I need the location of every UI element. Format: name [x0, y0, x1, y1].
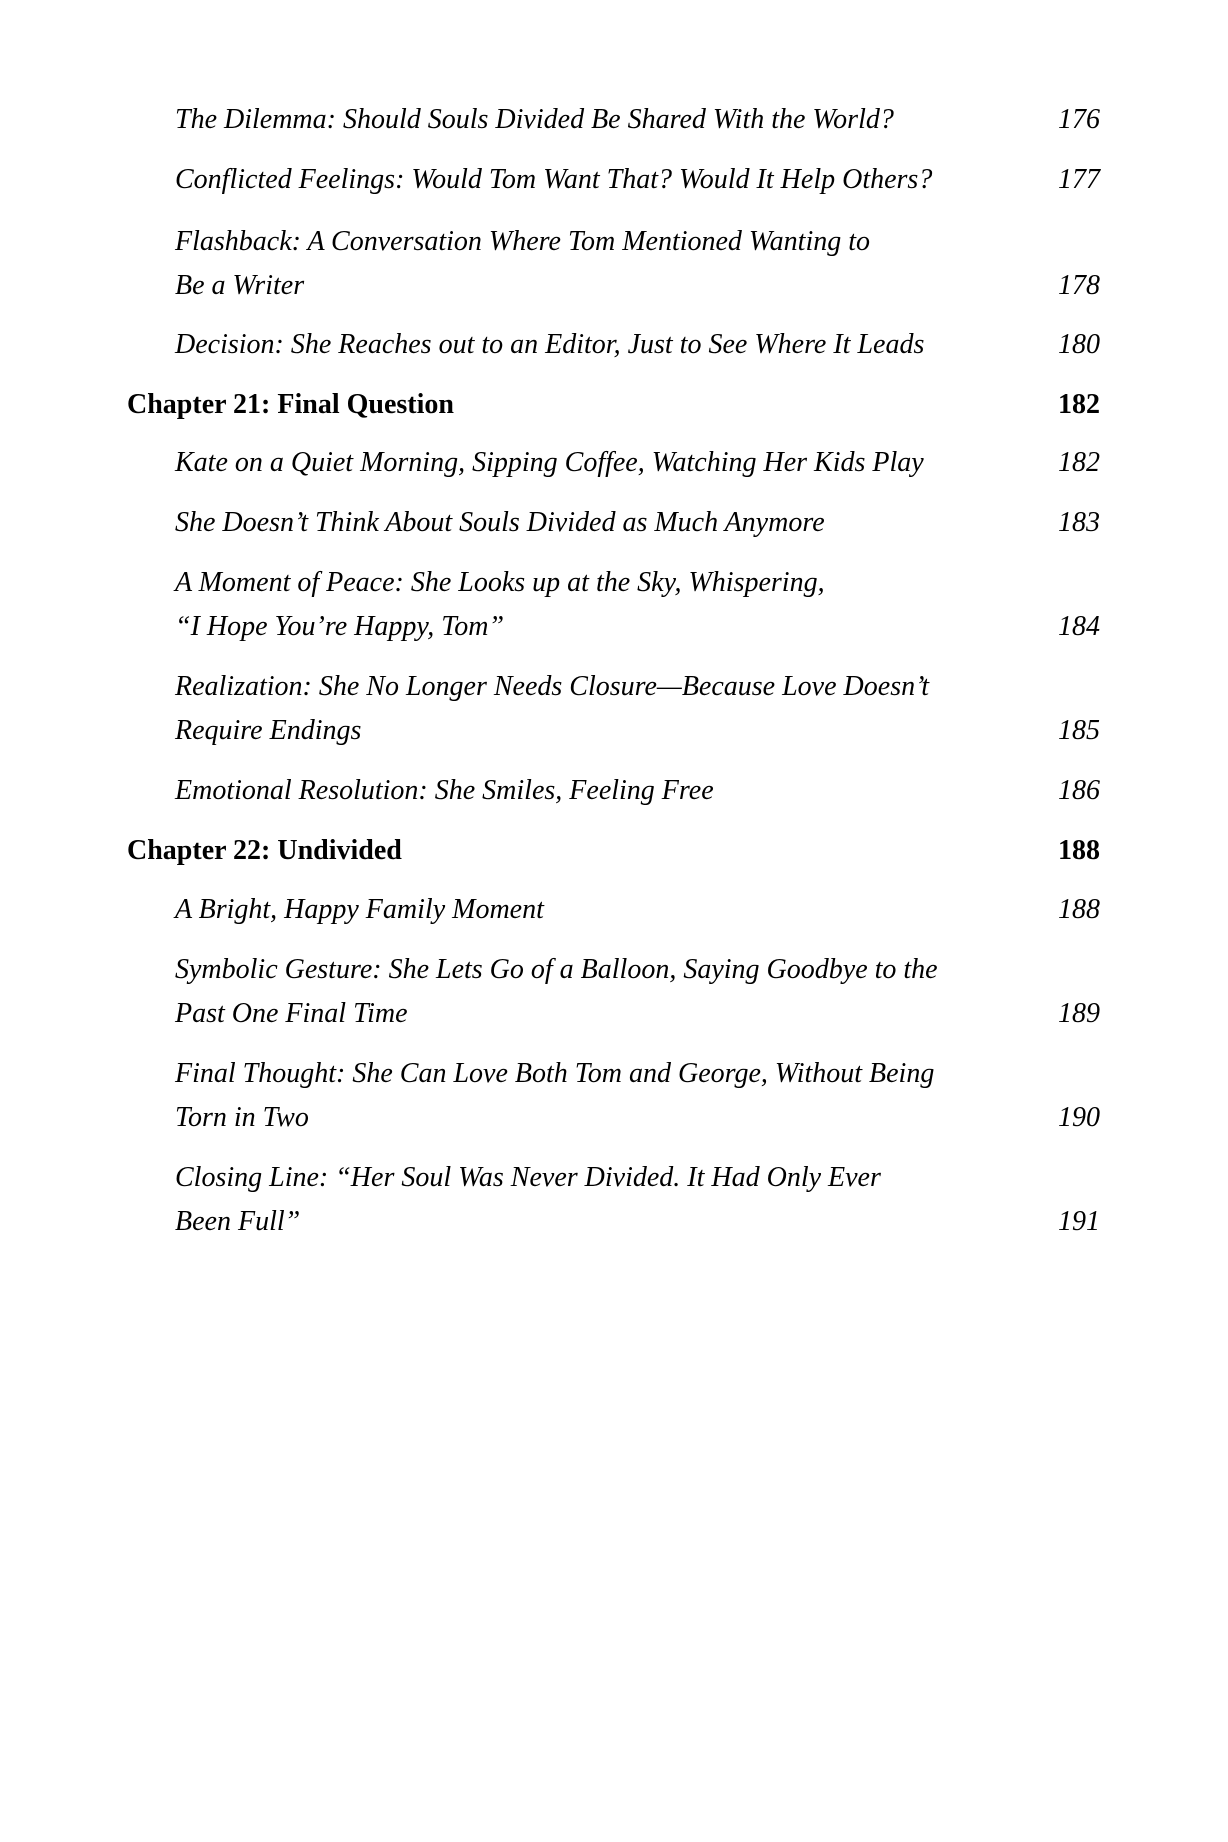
toc-entry-title: She Doesn’t Think About Souls Divided as Much Anymore — [175, 507, 825, 538]
toc-entry-flashback[interactable] — [175, 220, 1100, 307]
toc-entry-dilemma[interactable] — [175, 98, 1100, 142]
toc-entry-page: 189 — [1058, 997, 1100, 1029]
toc-entry-title-line1: Closing Line: “Her Soul Was Never Divided. It Had Only Ever — [175, 1162, 881, 1193]
toc-entry-page: 190 — [1058, 1101, 1100, 1133]
toc-entry-title-line1: Realization: She No Longer Needs Closure—Because Love Doesn’t — [175, 671, 930, 702]
toc-entry-decision[interactable] — [175, 323, 1100, 367]
toc-entry-title: Decision: She Reaches out to an Editor, Just to See Where It Leads — [175, 329, 925, 360]
toc-entry-title: Conflicted Feelings: Would Tom Want That? Would It Help Others? — [175, 164, 933, 195]
toc-chapter-title: Chapter 22: Undivided — [127, 835, 402, 866]
toc-entry-title-line2: Torn in Two — [175, 1101, 309, 1133]
toc-entry-page: 176 — [1058, 104, 1100, 135]
toc-entry-title: The Dilemma: Should Souls Divided Be Shared With the World? — [175, 104, 894, 135]
toc-entry-title: Emotional Resolution: She Smiles, Feeling Free — [175, 775, 714, 806]
toc-entry-page: 188 — [1058, 894, 1100, 925]
toc-entry-page: 184 — [1058, 610, 1100, 642]
toc-entry-emotional-resolution[interactable] — [175, 769, 1100, 813]
toc-entry-page: 186 — [1058, 775, 1100, 806]
toc-entry-title-line2: “I Hope You’re Happy, Tom” — [175, 610, 505, 642]
toc-entry-page: 180 — [1058, 329, 1100, 360]
toc-chapter-21[interactable] — [127, 383, 1100, 427]
toc-entry-final-thought[interactable] — [175, 1052, 1100, 1139]
toc-entry-title-line2: Past One Final Time — [175, 997, 408, 1029]
toc-chapter-page: 182 — [1058, 389, 1100, 420]
toc-chapter-page: 188 — [1058, 835, 1100, 866]
toc-entry-page: 183 — [1058, 507, 1100, 538]
toc-entry-title-line1: Symbolic Gesture: She Lets Go of a Balloon, Saying Goodbye to the — [175, 954, 938, 985]
toc-entry-title: A Bright, Happy Family Moment — [175, 894, 544, 925]
toc-entry-realization[interactable] — [175, 665, 1100, 752]
toc-entry-title-line2: Be a Writer — [175, 269, 305, 301]
toc-entry-symbolic-gesture[interactable] — [175, 948, 1100, 1035]
toc-entry-title-line1: Flashback: A Conversation Where Tom Mentioned Wanting to — [175, 226, 871, 257]
toc-chapter-22[interactable] — [127, 829, 1100, 873]
toc-entry-moment-of-peace[interactable] — [175, 561, 1100, 648]
toc-entry-doesnt-think[interactable] — [175, 501, 1100, 545]
toc-entry-title-line1: A Moment of Peace: She Looks up at the Sky, Whispering, — [175, 567, 825, 598]
toc-entry-page: 185 — [1058, 714, 1100, 746]
toc-entry-title-line1: Final Thought: She Can Love Both Tom and George, Without Being — [175, 1058, 935, 1089]
toc-entry-title: Kate on a Quiet Morning, Sipping Coffee, Watching Her Kids Play — [175, 447, 924, 478]
toc-entry-title-line2: Require Endings — [175, 714, 362, 746]
toc-entry-conflicted-feelings[interactable] — [175, 158, 1100, 202]
toc-entry-page: 178 — [1058, 269, 1100, 301]
toc-entry-closing-line[interactable] — [175, 1156, 1100, 1243]
toc-entry-page: 182 — [1058, 447, 1100, 478]
toc-entry-title-line2: Been Full” — [175, 1205, 301, 1237]
toc-entry-page: 191 — [1058, 1205, 1100, 1237]
toc-chapter-title: Chapter 21: Final Question — [127, 389, 454, 420]
toc-entry-page: 177 — [1058, 164, 1100, 195]
toc-entry-quiet-morning[interactable] — [175, 441, 1100, 485]
toc-entry-family-moment[interactable] — [175, 888, 1100, 932]
